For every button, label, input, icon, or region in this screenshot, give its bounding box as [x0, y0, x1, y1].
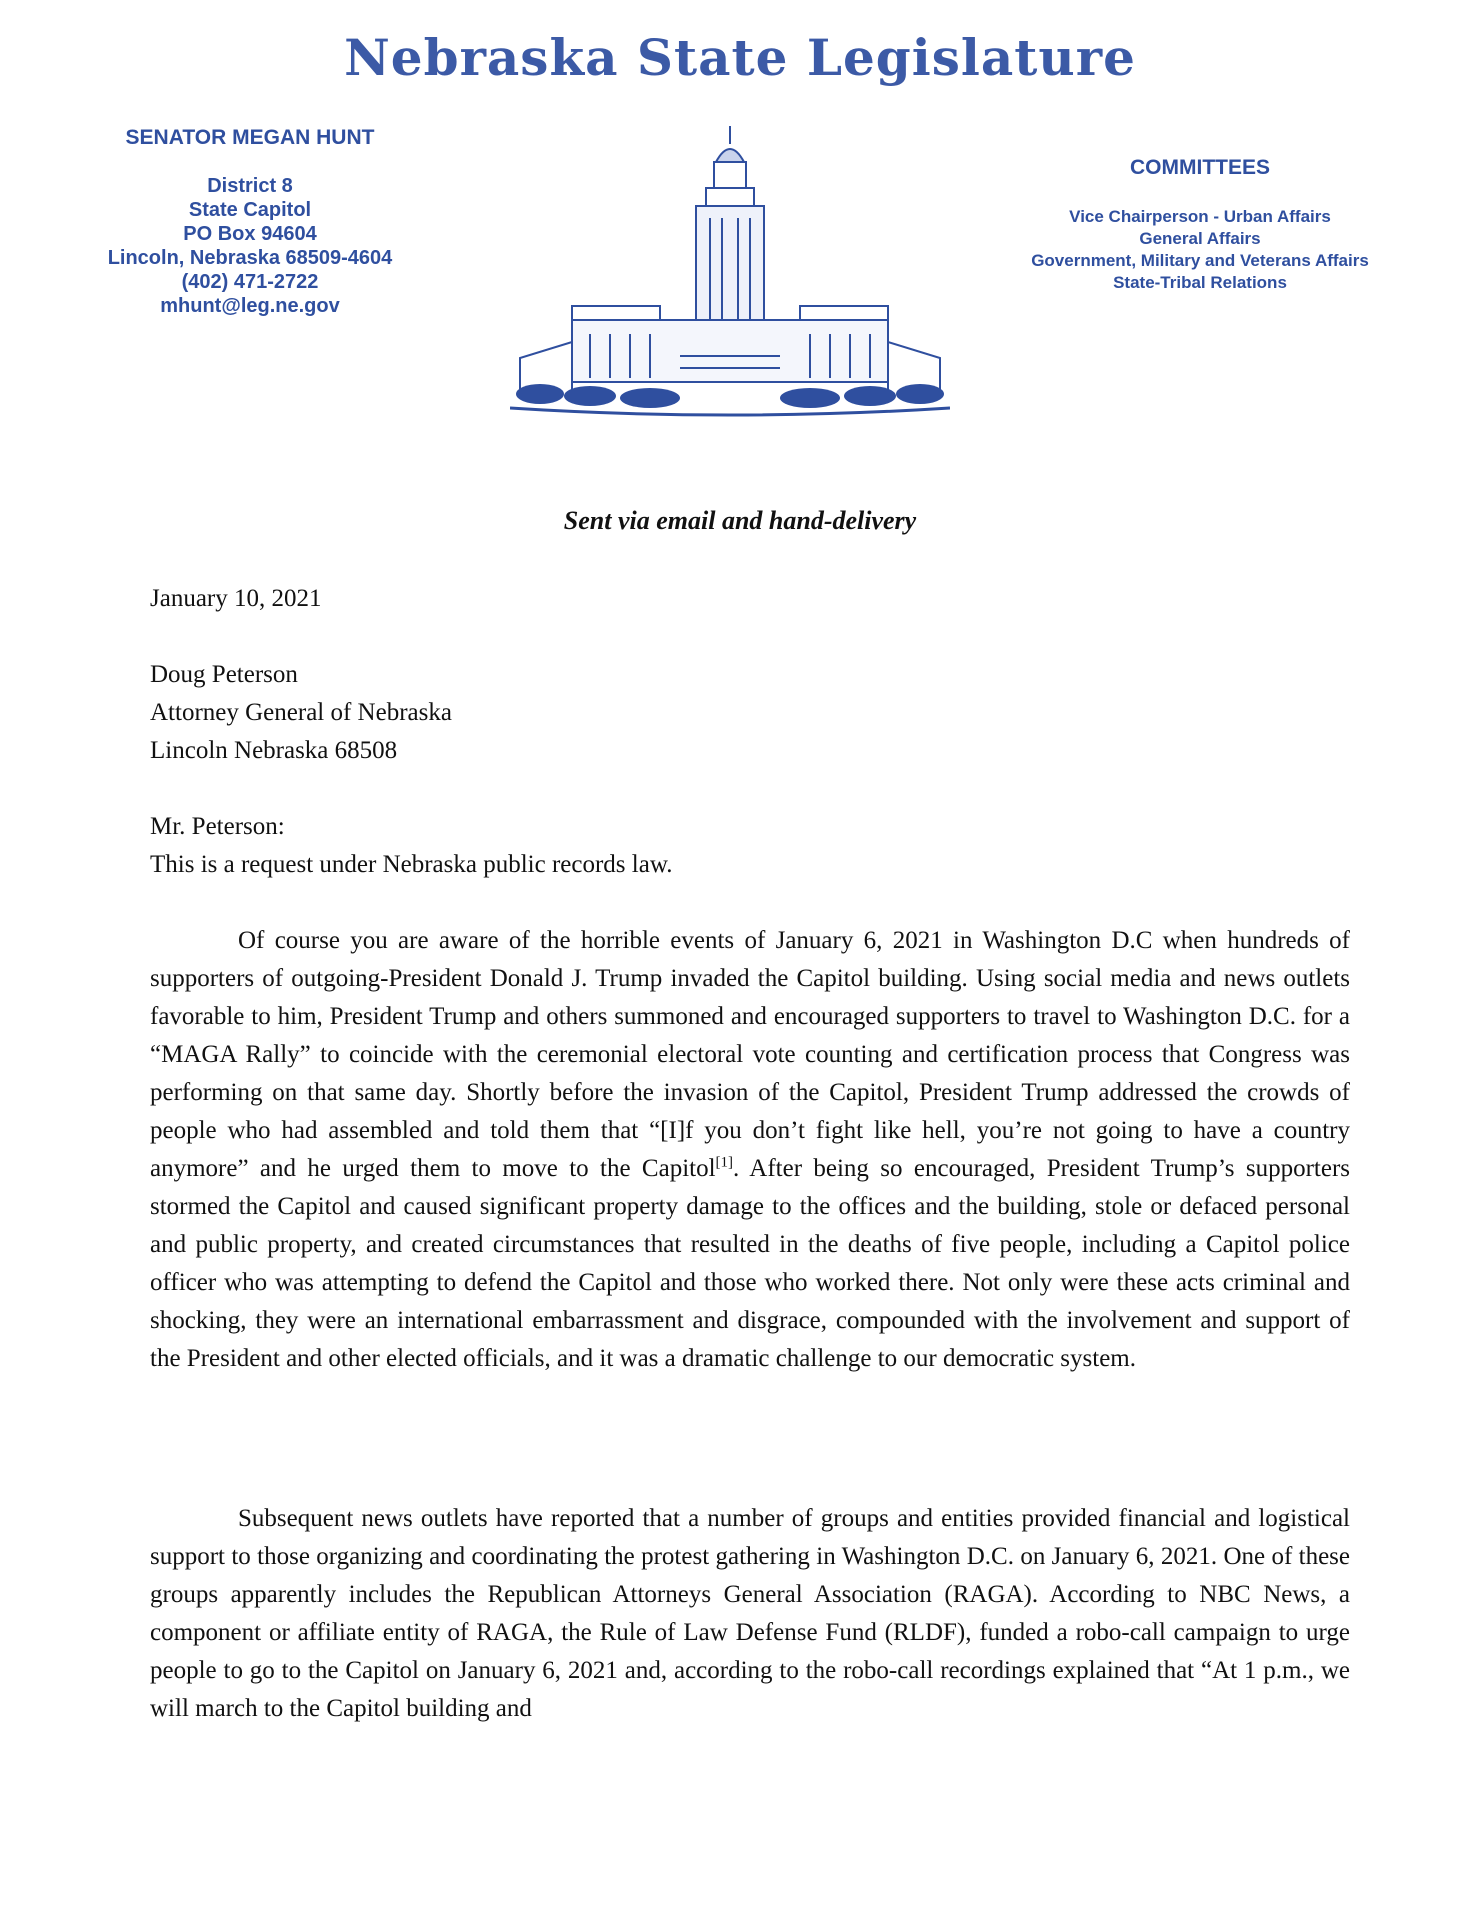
- senator-email: mhunt@leg.ne.gov: [160, 295, 340, 317]
- committee-government-military: Government, Military and Veterans Affairs: [1031, 251, 1369, 270]
- greeting-block: [150, 808, 1350, 884]
- senator-district: District 8: [207, 175, 293, 197]
- senator-phone: (402) 471-2722: [181, 271, 319, 293]
- salutation: Mr. Peterson:: [150, 813, 285, 840]
- senator-po-box: PO Box 94604: [183, 223, 317, 245]
- masthead-title: Nebraska State Legislature: [344, 28, 1136, 87]
- footnote-reference[interactable]: [1]: [715, 1154, 734, 1171]
- intro-line: This is a request under Nebraska public records law.: [150, 851, 673, 878]
- paragraph-two-text: Subsequent news outlets have reported that a number of groups and entities provided financial and logistical support to those organizing and coordinating the protest gathering in Washington D.C. on January 6, 2021. One of these groups apparently includes the Republican Attorneys General Association (RAGA). According to NBC News, a component or affiliate entity of RAGA, the Rule of Law Defense Fund (RLDF), funded a robo-call campaign to urge people to go to the Capitol on January 6, 2021 and, according to the robo-call recordings explained that “At 1 p.m., we will march to the Capitol building and: [150, 1505, 1350, 1722]
- paragraph-two: [150, 1500, 1350, 1728]
- paragraph-one: [150, 922, 1350, 1378]
- recipient-name: Doug Peterson: [150, 661, 298, 688]
- recipient-address: [150, 656, 1350, 770]
- senator-name: SENATOR MEGAN HUNT: [125, 126, 375, 149]
- committees-block: [990, 156, 1410, 294]
- committee-urban-affairs: Vice Chairperson - Urban Affairs: [1069, 207, 1331, 226]
- recipient-city: Lincoln Nebraska 68508: [150, 737, 398, 764]
- recipient-title: Attorney General of Nebraska: [150, 699, 452, 726]
- committees-heading: COMMITTEES: [1130, 156, 1270, 179]
- delivery-note: Sent via email and hand-delivery: [563, 506, 917, 535]
- capitol-building-icon: [510, 122, 950, 432]
- letter-date: January 10, 2021: [150, 585, 322, 612]
- committee-general-affairs: General Affairs: [1139, 229, 1261, 248]
- paragraph-one-text-a: Of course you are aware of the horrible events of January 6, 2021 in Washington D.C when hundreds of supporters of outgoing-President Donald J. Trump invaded the Capitol building. Using social media and news outlets favorable to him, President Trump and others summoned and encouraged supporters to travel to Washington D.C. for a “MAGA Rally” to coincide with the ceremonial electoral vote counting and certification process that Congress was performing on that same day. Shortly before the invasion of the Capitol, President Trump addressed the crowds of people who had assembled and told them that “[I]f you don’t fight like hell, you’re not going to have a country anymore” and he urged them to move to the Capitol: [150, 927, 1350, 1182]
- senator-city: Lincoln, Nebraska 68509-4604: [107, 247, 393, 269]
- committee-state-tribal: State-Tribal Relations: [1113, 273, 1287, 292]
- paragraph-one-text-b: . After being so encouraged, President Trump’s supporters stormed the Capitol and caused significant property damage to the offices and the building, stole or defaced personal and public property, and created circumstances that resulted in the deaths of five people, including a Capitol police officer who was attempting to defend the Capitol and those who worked there. Not only were these acts criminal and shocking, they were an international embarrassment and disgrace, compounded with the involvement and support of the President and other elected officials, and it was a dramatic challenge to our democratic system.: [150, 1155, 1350, 1372]
- senator-contact-block: [60, 126, 440, 318]
- senator-office: State Capitol: [188, 199, 312, 221]
